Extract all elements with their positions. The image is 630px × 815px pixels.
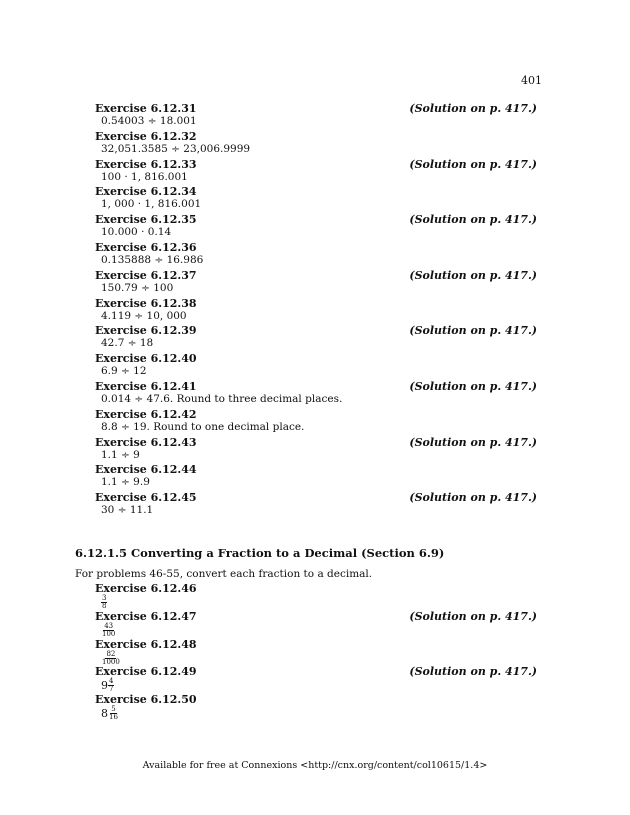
exercise-item [95, 185, 537, 213]
fraction [108, 706, 119, 721]
exercise-title: Exercise 6.12.38 [95, 296, 197, 310]
fraction-problem [95, 651, 537, 665]
exercise-problem: 42.7 ÷ 18 [101, 337, 154, 350]
exercise-title: Exercise 6.12.47 [95, 609, 197, 623]
fraction [108, 678, 114, 693]
exercise-problem: 100 · 1, 816.001 [101, 170, 188, 183]
exercise-title: Exercise 6.12.48 [95, 637, 197, 651]
exercise-item [95, 638, 537, 666]
exercise-problem: 1.1 ÷ 9.9 [101, 476, 150, 489]
solution-link[interactable]: (Solution on p. 417.) [409, 324, 537, 338]
fraction [101, 595, 107, 610]
fraction-problem [95, 623, 537, 637]
section-heading: 6.12.1.5 Converting a Fraction to a Decimal (Section 6.9) [75, 546, 445, 560]
exercise-problem: 1, 000 · 1, 816.001 [101, 198, 202, 211]
solution-link[interactable]: (Solution on p. 417.) [409, 379, 537, 393]
numerator: 82 [106, 649, 116, 658]
solution-link[interactable]: (Solution on p. 417.) [409, 102, 537, 115]
exercise-problem: 6.9 ÷ 12 [101, 365, 147, 378]
numerator: 5 [111, 705, 116, 714]
exercise-item [95, 352, 537, 380]
whole-number: 9 [101, 679, 108, 693]
exercise-item [95, 158, 537, 186]
fraction-problem [95, 678, 537, 692]
numerator: 4 [109, 677, 114, 686]
exercise-title: Exercise 6.12.39 [95, 324, 197, 338]
denominator: 7 [109, 685, 114, 694]
fraction [101, 651, 121, 666]
exercise-problem: 0.135888 ÷ 16.986 [101, 253, 204, 266]
denominator: 16 [109, 713, 118, 722]
page-footer: Available for free at Connexions <http://cnx.org/content/col10615/1.4> [142, 760, 488, 771]
exercise-title: Exercise 6.12.35 [95, 213, 197, 227]
exercise-problem: 30 ÷ 11.1 [101, 504, 154, 517]
exercise-title: Exercise 6.12.33 [95, 157, 197, 171]
denominator: 100 [102, 629, 116, 638]
exercise-title: Exercise 6.12.41 [95, 379, 197, 393]
exercise-problem: 32,051.3585 ÷ 23,006.9999 [101, 142, 251, 155]
solution-link[interactable]: (Solution on p. 417.) [409, 609, 537, 623]
exercise-item [95, 380, 537, 408]
exercise-title: Exercise 6.12.50 [95, 693, 197, 707]
exercise-item [95, 130, 537, 158]
solution-link[interactable]: (Solution on p. 417.) [409, 435, 537, 449]
exercise-item [95, 102, 537, 130]
exercise-item [95, 582, 537, 610]
exercise-title: Exercise 6.12.31 [95, 102, 197, 115]
fraction-problem [95, 595, 537, 609]
solution-link[interactable]: (Solution on p. 417.) [409, 213, 537, 227]
exercise-item [95, 665, 537, 693]
exercise-title: Exercise 6.12.37 [95, 268, 197, 282]
numerator: 43 [104, 621, 114, 630]
exercise-item [95, 213, 537, 241]
exercise-problem: 150.79 ÷ 100 [101, 281, 174, 294]
exercise-title: Exercise 6.12.49 [95, 665, 197, 679]
fraction-exercise-list [95, 582, 537, 721]
exercise-problem: 0.014 ÷ 47.6. Round to three decimal places. [101, 392, 343, 405]
whole-number: 8 [101, 707, 108, 721]
exercise-problem: 10.000 · 0.14 [101, 226, 172, 239]
exercise-problem: 8.8 ÷ 19. Round to one decimal place. [101, 420, 305, 433]
page-number: 401 [521, 74, 542, 87]
solution-link[interactable]: (Solution on p. 417.) [409, 157, 537, 171]
exercise-title: Exercise 6.12.40 [95, 352, 197, 366]
exercise-list [95, 102, 537, 519]
exercise-item [95, 463, 537, 491]
exercise-title: Exercise 6.12.45 [95, 491, 197, 505]
exercise-item [95, 297, 537, 325]
denominator: 1000 [102, 657, 120, 666]
exercise-problem: 4.119 ÷ 10, 000 [101, 309, 187, 322]
fraction [101, 623, 116, 638]
solution-link[interactable]: (Solution on p. 417.) [409, 268, 537, 282]
exercise-item [95, 324, 537, 352]
exercise-title: Exercise 6.12.32 [95, 129, 197, 143]
exercise-item [95, 241, 537, 269]
denominator: 8 [102, 602, 107, 610]
exercise-title: Exercise 6.12.36 [95, 240, 197, 254]
exercise-item [95, 269, 537, 297]
solution-link[interactable]: (Solution on p. 417.) [409, 491, 537, 505]
exercise-title: Exercise 6.12.44 [95, 463, 197, 477]
solution-link[interactable]: (Solution on p. 417.) [409, 665, 537, 679]
exercise-item [95, 408, 537, 436]
exercise-item [95, 693, 537, 721]
exercise-item [95, 436, 537, 464]
exercise-title: Exercise 6.12.42 [95, 407, 197, 421]
exercise-title: Exercise 6.12.34 [95, 185, 197, 199]
exercise-problem: 0.54003 ÷ 18.001 [101, 115, 197, 127]
numerator: 3 [102, 594, 107, 602]
exercise-title: Exercise 6.12.46 [95, 582, 197, 595]
section-intro: For problems 46-55, convert each fraction to a decimal. [75, 568, 373, 580]
exercise-title: Exercise 6.12.43 [95, 435, 197, 449]
exercise-item [95, 610, 537, 638]
exercise-problem: 1.1 ÷ 9 [101, 448, 140, 461]
fraction-problem [95, 706, 537, 720]
exercise-item [95, 491, 537, 519]
